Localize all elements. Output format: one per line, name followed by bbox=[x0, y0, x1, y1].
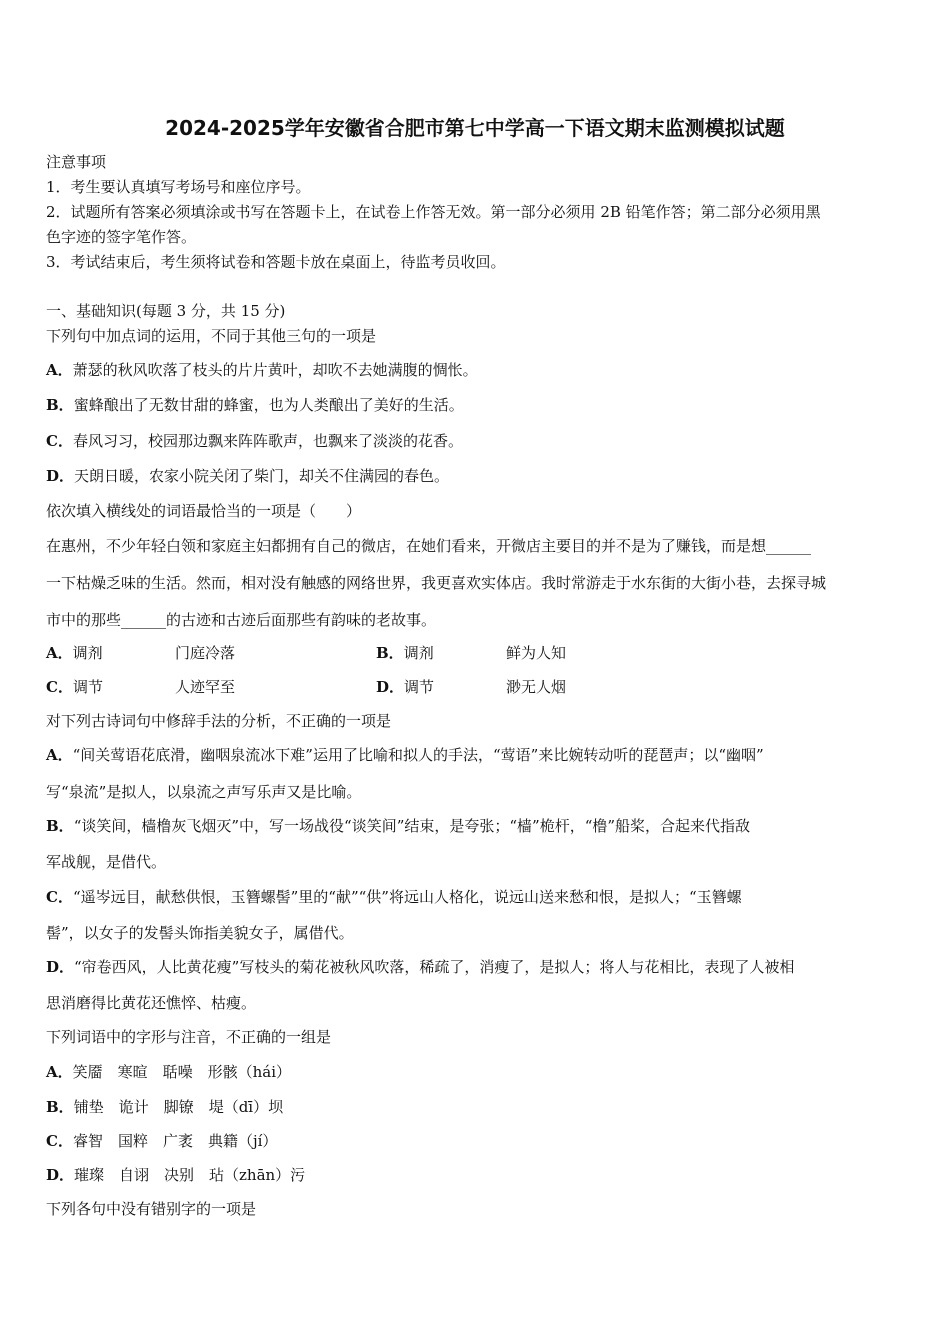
option-continuation: 思消磨得比黄花还憔悴、枯瘦。 bbox=[46, 994, 257, 1012]
option-word: 渺无人烟 bbox=[506, 678, 567, 696]
option bbox=[46, 643, 103, 663]
option-label: C． bbox=[46, 1132, 73, 1150]
option-label: C． bbox=[46, 888, 73, 906]
option bbox=[46, 1165, 305, 1185]
option-word: 调节 bbox=[72, 678, 103, 696]
option-word: 调节 bbox=[404, 678, 435, 696]
option-label: B． bbox=[46, 817, 74, 835]
option bbox=[376, 643, 434, 663]
passage-line: 一下枯燥乏味的生活。然而，相对没有触感的网络世界，我更喜欢实体店。我时常游走于水东街的大街小巷，去探寻城 bbox=[46, 574, 827, 592]
option-label: A． bbox=[46, 644, 73, 662]
option-label: B． bbox=[46, 396, 74, 414]
section-heading: 一、基础知识(每题 3 分，共 15 分) bbox=[46, 302, 286, 320]
option-text: 璀璨 自诩 决别 玷（zhān）污 bbox=[74, 1166, 306, 1184]
option-word: 调剂 bbox=[72, 644, 103, 662]
option-label: A． bbox=[46, 1063, 73, 1081]
option-label: C． bbox=[46, 678, 73, 696]
option-label: D． bbox=[376, 678, 405, 696]
option bbox=[46, 466, 449, 486]
question-stem: 下列词语中的字形与注音，不正确的一组是 bbox=[46, 1028, 332, 1046]
option-label: C． bbox=[46, 432, 73, 450]
notice-line: 色字迹的签字笔作答。 bbox=[46, 228, 197, 246]
option-text: “谈笑间，樯橹灰飞烟灭”中，写一场战役“谈笑间”结束，是夸张；“樯”桅杆，“橹”船桨，合起来代指敌 bbox=[73, 817, 751, 835]
option-label: D． bbox=[46, 467, 75, 485]
option bbox=[376, 677, 434, 697]
notice-line: 3．考试结束后，考生须将试卷和答题卡放在桌面上，待监考员收回。 bbox=[46, 253, 506, 271]
option-continuation: 军战舰，是借代。 bbox=[46, 853, 167, 871]
option-label: D． bbox=[46, 1166, 75, 1184]
option-label: A． bbox=[46, 361, 73, 379]
notice-line: 2．试题所有答案必须填涂或书写在答题卡上，在试卷上作答无效。第一部分必须用 2B 铅笔作答；第二部分必须用黑 bbox=[46, 203, 821, 221]
option-text: 铺垫 诡计 脚镣 堤（dī）坝 bbox=[73, 1098, 284, 1116]
option-text: “帘卷西风，人比黄花瘦”写枝头的菊花被秋风吹落，稀疏了，消瘦了，是拟人；将人与花相比，表现了人被相 bbox=[74, 958, 795, 976]
notice-line: 1．考生要认真填写考场号和座位序号。 bbox=[46, 178, 311, 196]
option-word: 鲜为人知 bbox=[506, 644, 567, 662]
passage-line: 市中的那些______的古迹和古迹后面那些有韵味的老故事。 bbox=[46, 611, 437, 629]
option-text: 天朗日暖，农家小院关闭了柴门，却关不住满园的春色。 bbox=[74, 467, 450, 485]
option-label: D． bbox=[46, 958, 75, 976]
question-stem: 依次填入横线处的词语最恰当的一项是（ ） bbox=[46, 502, 362, 520]
option-text: 春风习习，校园那边飘来阵阵歌声，也飘来了淡淡的花香。 bbox=[72, 432, 463, 450]
option-continuation: 髻”，以女子的发髻头饰指美貌女子，属借代。 bbox=[46, 924, 354, 942]
option-text: 萧瑟的秋风吹落了枝头的片片黄叶，却吹不去她满腹的惆怅。 bbox=[72, 361, 478, 379]
option bbox=[46, 431, 463, 451]
option-text: 蜜蜂酿出了无数甘甜的蜂蜜，也为人类酿出了美好的生活。 bbox=[73, 396, 464, 414]
question-stem: 下列各句中没有错别字的一项是 bbox=[46, 1200, 257, 1218]
option-label: A． bbox=[46, 746, 73, 764]
option bbox=[46, 1062, 291, 1082]
option-text: 笑靥 寒暄 聒噪 形骸（hái） bbox=[72, 1063, 292, 1081]
option-text: 睿智 国粹 广袤 典籍（jí） bbox=[72, 1132, 278, 1150]
option-text: “间关莺语花底滑，幽咽泉流冰下难”运用了比喻和拟人的手法，“莺语”来比婉转动听的琵琶声；以“幽咽” bbox=[72, 746, 764, 764]
option-label: B． bbox=[46, 1098, 74, 1116]
option-label: B． bbox=[376, 644, 404, 662]
option-continuation: 写“泉流”是拟人，以泉流之声写乐声又是比喻。 bbox=[46, 783, 362, 801]
option bbox=[46, 957, 794, 977]
option-word: 门庭冷落 bbox=[175, 644, 236, 662]
option-word: 人迹罕至 bbox=[175, 678, 236, 696]
option bbox=[46, 816, 750, 836]
question-stem: 对下列古诗词句中修辞手法的分析，不正确的一项是 bbox=[46, 712, 392, 730]
option bbox=[46, 395, 464, 415]
option bbox=[46, 1097, 283, 1117]
passage-line: 在惠州，不少年轻白领和家庭主妇都拥有自己的微店，在她们看来，开微店主要目的并不是为了赚钱，而是想______ bbox=[46, 537, 812, 555]
option-text: “遥岑远目，献愁供恨，玉簪螺髻”里的“献”“供”将远山人格化，说远山送来愁和恨，是拟人；“玉簪螺 bbox=[72, 888, 742, 906]
option bbox=[46, 1131, 277, 1151]
option bbox=[46, 745, 764, 765]
option bbox=[46, 887, 742, 907]
page-title: 2024-2025学年安徽省合肥市第七中学高一下语文期末监测模拟试题 bbox=[165, 116, 785, 140]
option-word: 调剂 bbox=[403, 644, 434, 662]
notice-heading: 注意事项 bbox=[46, 153, 107, 171]
option bbox=[46, 677, 103, 697]
question-stem: 下列句中加点词的运用，不同于其他三句的一项是 bbox=[46, 327, 377, 345]
option bbox=[46, 360, 478, 380]
